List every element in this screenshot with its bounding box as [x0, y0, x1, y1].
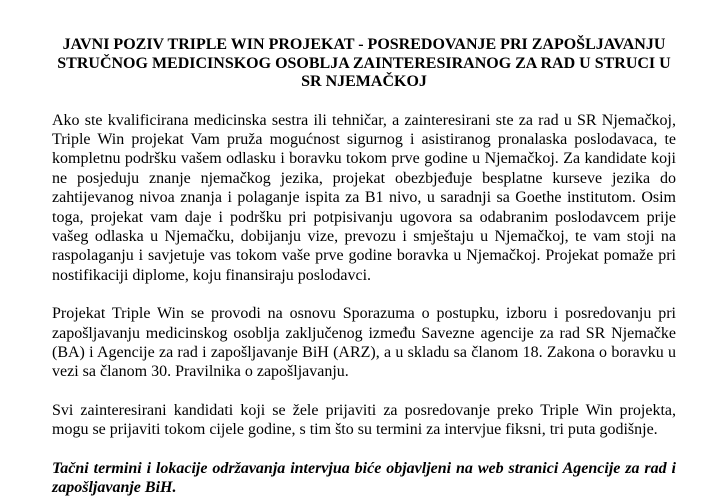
paragraph-application: Svi zainteresirani kandidati koji se žele prijaviti za posredovanje preko Triple Win projekta, mogu se prijaviti tokom cijele godine, s tim što su termini za intervjue fiksni, tri puta godišnje. [52, 401, 676, 439]
paragraph-intro: Ako ste kvalificirana medicinska sestra ili tehničar, a zainteresirani ste za rad u SR Njemačkoj, Triple Win projekat Vam pruža mogućnost sigurnog i asistiranog pronalaska poslodavaca, te kompletnu podršku vašem odlasku i boravku tokom prve godine u Njemačkoj. Za kandidate koji ne posjeduju znanje njemačkog jezika, projekat obezbjeđuje besplatne kurseve jezika do zahtijevanog nivoa znanja i polaganje ispita za B1 nivo, u saradnji sa Goethe institutom. Osim toga, projekat vam daje i podršku pri potpisivanju ugovora sa odabranim poslodavcem prije vašeg odlaska u Njemačku, dobijanju vize, prevozu i smještaju u Njemačkoj, te vam stoji na raspolaganju i savjetuje vas tokom vaše prve godine boravka u Njemačkoj. Projekat pomaže pri nostifikaciji diplome, koju finansiraju poslodavci. [52, 111, 676, 284]
document-title: JAVNI POZIV TRIPLE WIN PROJEKAT - POSREDOVANJE PRI ZAPOŠLJAVANJU STRUČNOG MEDICINSKOG OSOBLJA ZAINTERESIRANOG ZA RAD U STRUCI U SR NJEMAČKOJ [57, 36, 671, 90]
paragraph-interview-notice: Tačni termini i lokacije održavanja intervjua biće objavljeni na web stranici Agencije za rad i zapošljavanje BiH. [52, 459, 676, 496]
document-page [52, 36, 676, 497]
paragraph-agreement: Projekat Triple Win se provodi na osnovu Sporazuma o postupku, izboru i posredovanju pri zapošljavanju medicinskog osoblja zaključenog između Savezne agencije za rad SR Njemačke (BA) i Agencije za rad i zapošljavanje BiH (ARZ), a u skladu sa članom 18. Zakona o boravku u vezi sa članom 30. Pravilnika o zapošljavanju. [52, 305, 676, 381]
